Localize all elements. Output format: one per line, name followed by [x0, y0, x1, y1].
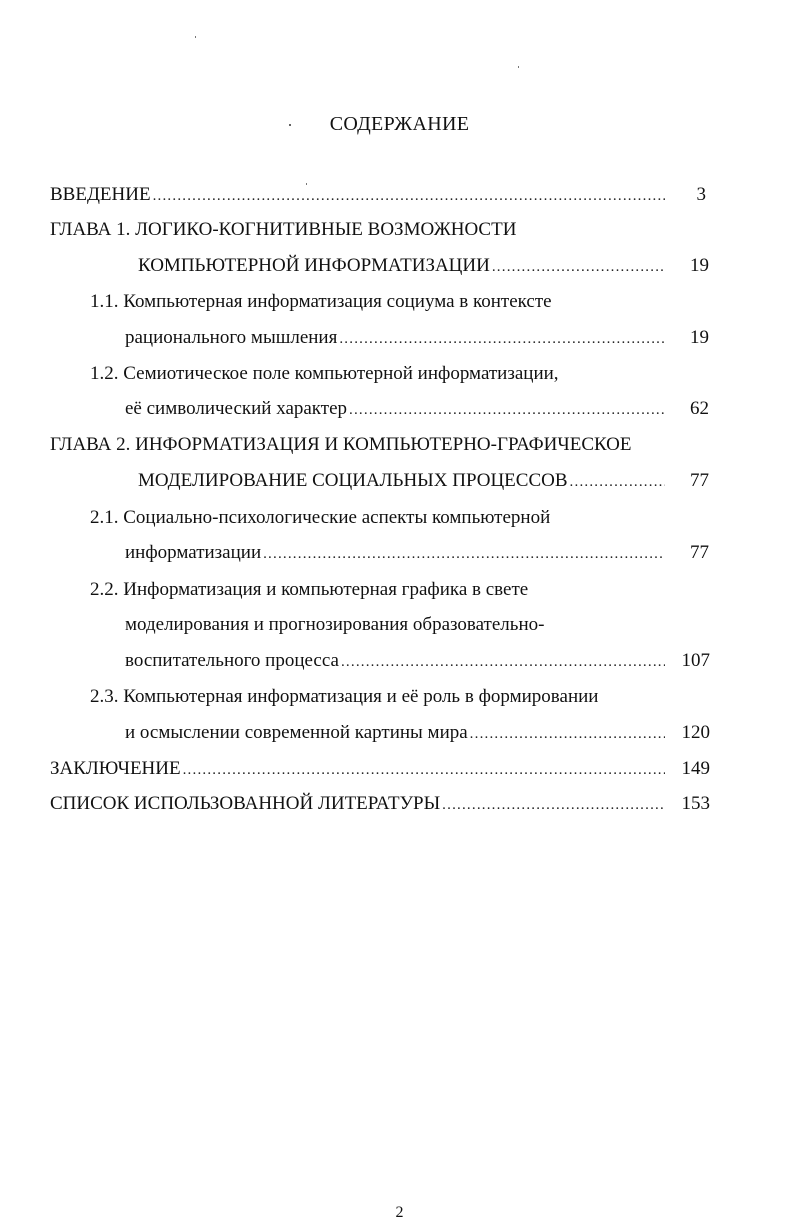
toc-section-2-2-line2: моделирования и прогнозирования образовательно-	[125, 614, 545, 635]
toc-entry-label: рационального мышления	[125, 327, 338, 348]
toc-page-number: 77	[690, 470, 709, 491]
toc-entry-label: информатизации	[125, 542, 262, 563]
toc-entry-label: её символический характер	[125, 398, 348, 419]
toc-leader-dots	[470, 726, 665, 743]
toc-leader-dots	[442, 797, 665, 814]
toc-entry-label: воспитательного процесса	[125, 650, 339, 671]
toc-leader-dots	[153, 188, 665, 205]
toc-entry-label: КОМПЬЮТЕРНОЙ ИНФОРМАТИЗАЦИИ	[138, 255, 490, 276]
toc-entry-references	[50, 793, 667, 821]
toc-page-number: 19	[690, 255, 709, 276]
toc-section-1-1-title: 1.1. Компьютерная информатизация социума в контексте	[90, 291, 552, 312]
toc-leader-dots	[349, 402, 665, 419]
toc-page-number: 149	[681, 758, 710, 779]
toc-leader-dots	[339, 331, 665, 348]
toc-page-number: 77	[690, 542, 709, 563]
toc-chapter-2	[138, 470, 667, 498]
page-title: СОДЕРЖАНИЕ	[329, 113, 470, 135]
toc-section-2-2-title: 2.2. Информатизация и компьютерная графика в свете	[90, 579, 529, 600]
toc-section-2-3	[125, 722, 667, 750]
toc-section-1-2-title: 1.2. Семиотическое поле компьютерной информатизации,	[90, 363, 559, 384]
toc-leader-dots	[263, 546, 665, 563]
page-number: 2	[395, 1204, 404, 1218]
scan-speck	[518, 66, 519, 68]
toc-chapter-1	[138, 255, 667, 283]
toc-entry-label: и осмыслении современной картины мира	[125, 722, 468, 743]
toc-section-2-3-title: 2.3. Компьютерная информатизация и её роль в формировании	[90, 686, 599, 707]
toc-chapter-2-title: ГЛАВА 2. ИНФОРМАТИЗАЦИЯ И КОМПЬЮТЕРНО-ГРАФИЧЕСКОЕ	[50, 434, 632, 455]
toc-page-number: 3	[696, 184, 706, 205]
toc-section-1-2	[125, 398, 667, 426]
toc-page-number: 153	[681, 793, 710, 814]
scan-speck	[195, 36, 196, 38]
toc-page-number: 107	[681, 650, 710, 671]
toc-entry-conclusion	[50, 758, 667, 786]
toc-page-number: 120	[681, 722, 710, 743]
toc-entry-label: ЗАКЛЮЧЕНИЕ	[50, 758, 181, 779]
toc-leader-dots	[341, 654, 665, 671]
toc-page-number: 19	[690, 327, 709, 348]
toc-section-2-2	[125, 650, 667, 678]
toc-section-2-1	[125, 542, 667, 570]
toc-section-2-1-title: 2.1. Социально-психологические аспекты компьютерной	[90, 507, 551, 528]
toc-entry-label: СПИСОК ИСПОЛЬЗОВАННОЙ ЛИТЕРАТУРЫ	[50, 793, 441, 814]
toc-chapter-1-title: ГЛАВА 1. ЛОГИКО-КОГНИТИВНЫЕ ВОЗМОЖНОСТИ	[50, 219, 517, 240]
toc-leader-dots	[570, 474, 665, 491]
toc-leader-dots	[492, 259, 665, 276]
toc-leader-dots	[183, 762, 665, 779]
toc-entry-label: ВВЕДЕНИЕ	[50, 184, 151, 205]
toc-section-1-1	[125, 327, 667, 355]
toc-entry-intro	[50, 184, 667, 212]
toc-page-number: 62	[690, 398, 709, 419]
toc-entry-label: МОДЕЛИРОВАНИЕ СОЦИАЛЬНЫХ ПРОЦЕССОВ	[138, 470, 568, 491]
